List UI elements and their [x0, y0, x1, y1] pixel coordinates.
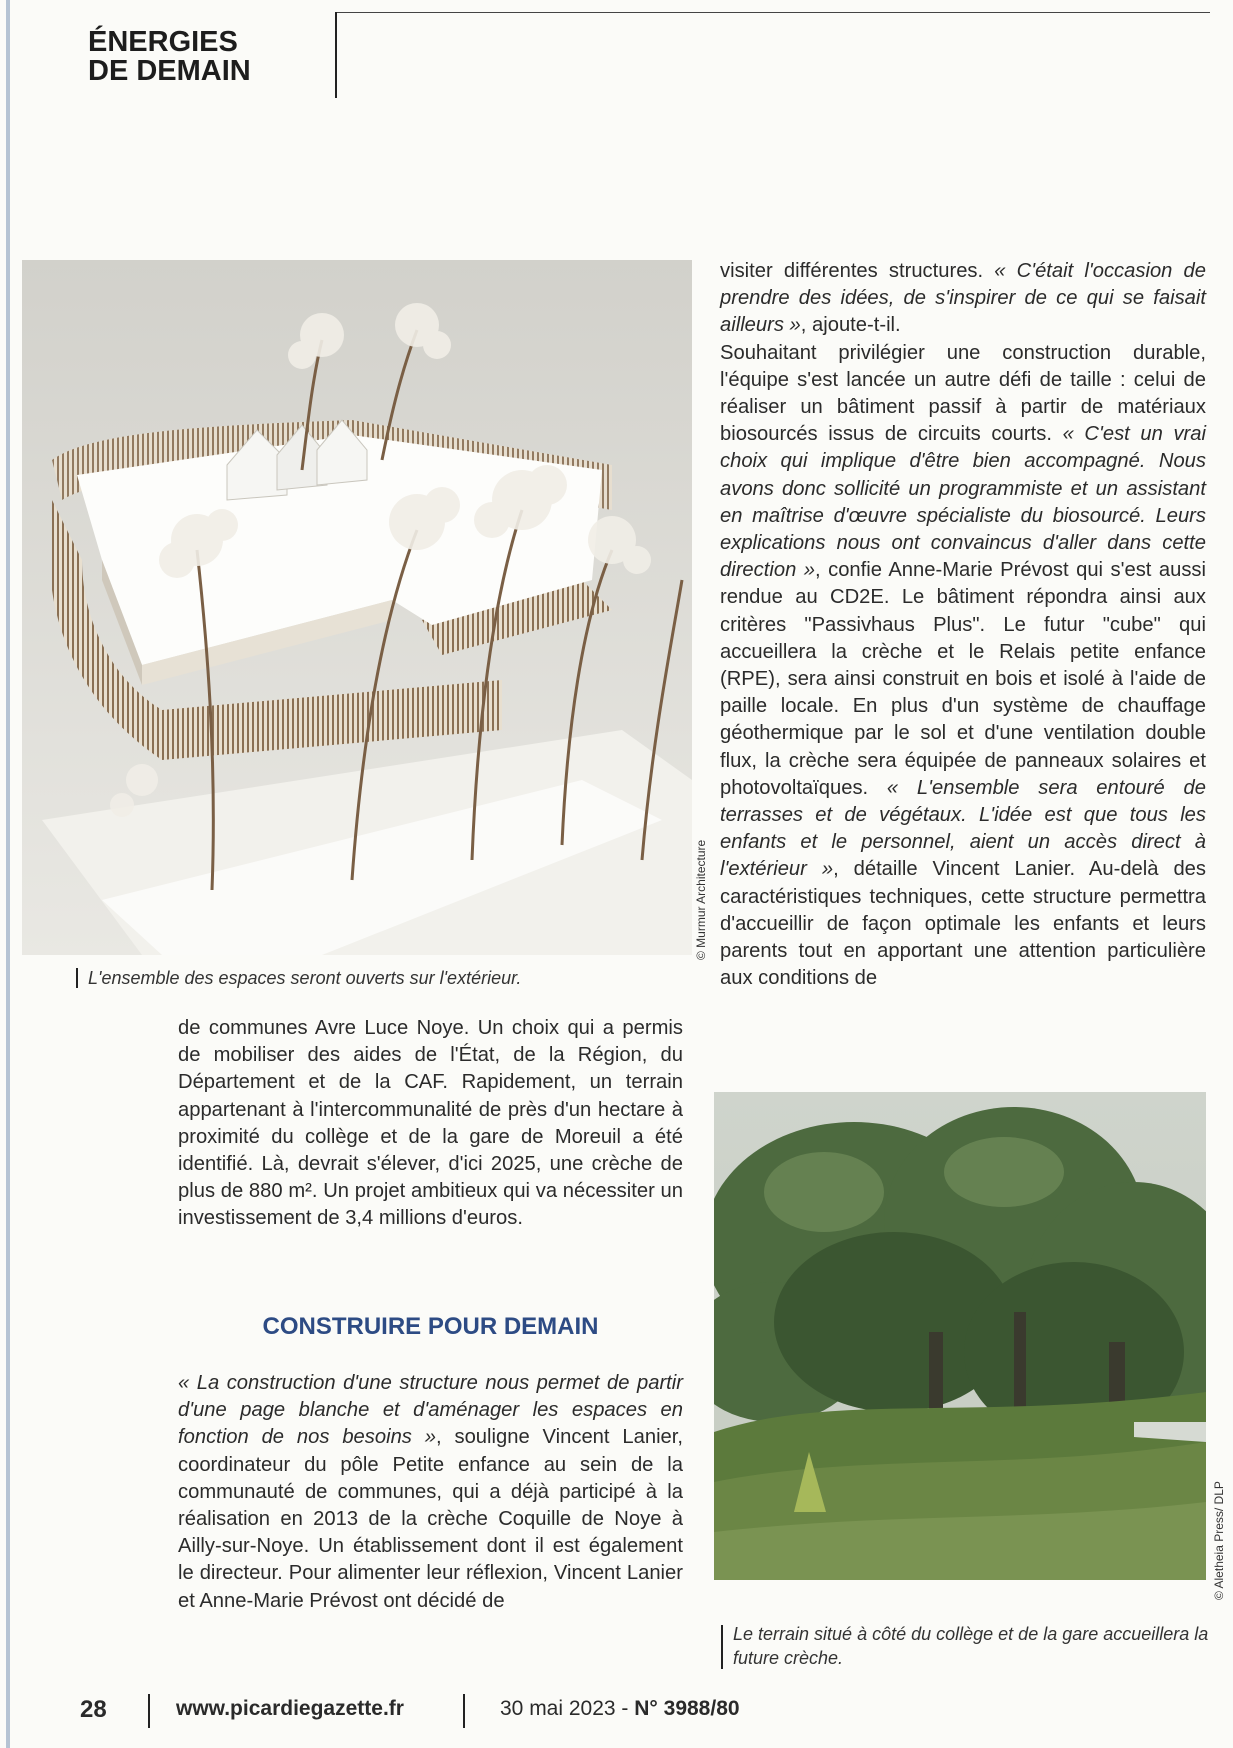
article-column-right [720, 258, 1206, 992]
text-span: visiter différentes structures. [720, 260, 995, 282]
section-rubric [88, 28, 338, 86]
text-span: , détaille Vincent Lanier. Au-delà des caractéristiques techniques, cette structure permettra d'accueillir de façon optimale les enfants et leurs parents tout en apportant une attention particulière aux conditions de [720, 858, 1206, 990]
quote-span: « C'était l'occasion de prendre des idées, de s'inspirer de ce qui se faisait ailleurs » [720, 260, 1206, 337]
quote-span: « C'est un vrai choix qui implique d'être bien accompagné. Nous avons donc sollicité un programmiste et un assistant en maîtrise d'œuvre spécialiste du biosourcé. Leurs explications nous ont convaincus d'aller dans cette direction » [720, 423, 1206, 582]
footer-divider [148, 1694, 150, 1728]
page-edge-bar [6, 0, 10, 1748]
paragraph-left-1: de communes Avre Luce Noye. Un choix qui a permis de mobiliser des aides de l'État, de la Région, du Département et de la CAF. Rapidement, un terrain appartenant à l'intercommunalité de près d'un hectare à proximité du collège et de la gare de Moreuil a été identifié. Là, devrait s'élever, d'ici 2025, une crèche de plus de 880 m². Un projet ambitieux qui va nécessiter un investissement de 3,4 millions d'euros. [178, 1017, 683, 1230]
text-span: , souligne Vincent Lanier, coordinateur du pôle Petite enfance au sein de la communauté de communes, qui a déjà participé à la réalisation en 2013 de la crèche Coquille de Noye à Ailly-sur-Noye. Un établissement dont il est également le directeur. Pour alimenter leur réflexion, Vincent Lanier et Anne-Marie Prévost ont décidé de [178, 1426, 683, 1612]
model-illustration [22, 260, 692, 955]
footer-divider [463, 1694, 465, 1728]
quote-span: « La construction d'une structure nous permet de partir d'une page blanche et d'aménager les espaces en fonction de nos besoins » [178, 1372, 683, 1449]
terrain-photo-credit: © Aletheia Press/ DLP [1212, 1481, 1226, 1600]
text-span: , ajoute-t-il. [800, 314, 901, 337]
caption-bar [76, 968, 78, 988]
article-column-left-bottom [178, 1370, 683, 1615]
section-subheading: CONSTRUIRE POUR DEMAIN [262, 1313, 599, 1340]
model-photo-caption: L'ensemble des espaces seront ouverts sur l'extérieur. [88, 968, 522, 988]
quote-span: « L'ensemble sera entouré de terrasses et de végétaux. L'idée est que tous les enfants et le personnel, aient un accès direct à l'extérieur » [720, 776, 1206, 881]
model-photo-credit: © Murmur Architecture [694, 839, 708, 960]
terrain-photo [714, 1092, 1206, 1580]
terrain-illustration [714, 1092, 1206, 1580]
header-rule [335, 12, 1210, 13]
page-number: 28 [80, 1696, 107, 1723]
terrain-photo-caption: Le terrain situé à côté du collège et de la gare accueillera la future crèche. [733, 1624, 1209, 1668]
issue-date [500, 1697, 740, 1721]
paragraph-left-2 [178, 1370, 683, 1615]
paragraph-right-1 [720, 258, 1206, 340]
rubric-line-1: ÉNERGIES [88, 26, 238, 58]
text-span: , confie Anne-Marie Prévost qui s'est aussi rendue au CD2E. Le bâtiment répondra ainsi aux critères "Passivhaus Plus". Le futur "cube" qui accueillera la crèche et le Relais petite enfance (RPE), sera ainsi construit en bois et isolé à l'aide de paille locale. En plus d'un système de chauffage géothermique par le sol et d'une ventilation double flux, la crèche sera équipée de panneaux solaires et photovoltaïques. [720, 559, 1206, 799]
caption-bar [721, 1625, 723, 1669]
website-link[interactable]: www.picardiegazette.fr [176, 1697, 404, 1720]
date-text: 30 mai 2023 - [500, 1697, 635, 1720]
article-column-left-top [178, 1015, 683, 1233]
issue-number: N° 3988/80 [634, 1697, 740, 1720]
paragraph-right-2 [720, 340, 1206, 993]
architecture-model-photo [22, 260, 692, 955]
rubric-line-2: DE DEMAIN [88, 55, 251, 87]
text-span: Souhaitant privilégier une construction durable, l'équipe s'est lancée un autre défi de taille : celui de réaliser un bâtiment passif à partir de matériaux biosourcés issus de circuits courts. [720, 341, 1206, 446]
